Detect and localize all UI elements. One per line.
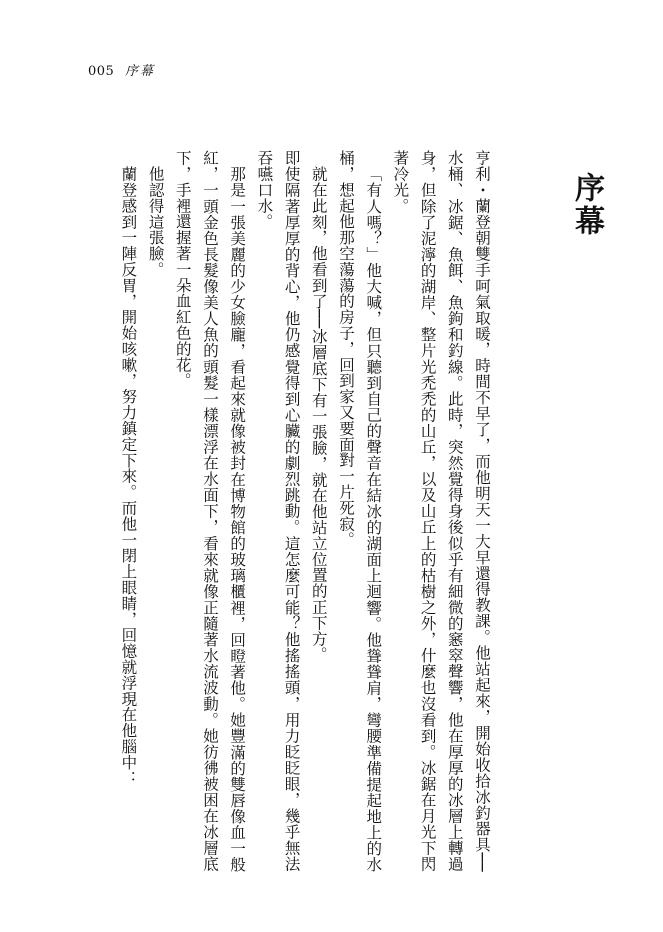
paragraph: 「有人嗎？」他大喊，但只聽到自己的聲音在結冰的湖面上迴響。他聳聳肩，彎腰準備提起地上的水桶，想起他那空蕩蕩的房子，回到家又要面對一片死寂。 [336,150,383,872]
paragraph: 他認得這張臉。 [146,165,165,277]
paragraph: 亨利・蘭登朝雙手呵氣取暖，時間不早了，而他明天一大早還得教課。他站起來，開始收拾冰釣器具──水桶、冰鋸、魚餌、魚鉤和釣線。此時，突然覺得身後似乎有細微的窸窣聲響，他在厚厚的冰層上轉過身，但除了泥濘的湖岸、整片光禿禿的山丘，以及山丘上的枯樹之外，什麼也沒看到。冰鋸在月光下閃著冷光。 [391,150,491,872]
running-title: 序幕 [124,64,155,79]
paragraph: 就在此刻，他看到了──冰層底下有一張臉，就在他站立位置的正下方。 [309,165,328,662]
chapter-title: 序幕 [569,172,604,238]
page-header [88,60,155,79]
paragraph: 即使隔著厚厚的背心，他仍感覺得到心臟的劇烈跳動。這怎麼可能？他搖搖頭，用力眨眨眼，幾乎無法吞嚥口水。 [255,150,301,872]
paragraph: 那是一張美麗的少女臉龐，看起來就像被封在博物館的玻璃櫃裡，回瞪著他。她豐滿的雙唇像血一般紅，一頭金色長髮像美人魚的頭髮一樣漂浮在水面下，看來就像正隨著水流波動。她彷彿被困在冰層底下，手裡還握著一朵血紅色的花。 [173,150,247,872]
body-text [114,150,495,872]
paragraph: 蘭登感到一陣反胃，開始咳嗽，努力鎮定下來。而他一閉上眼睛，回憶就浮現在他腦中： [119,165,138,786]
page-number: 005 [88,64,115,79]
